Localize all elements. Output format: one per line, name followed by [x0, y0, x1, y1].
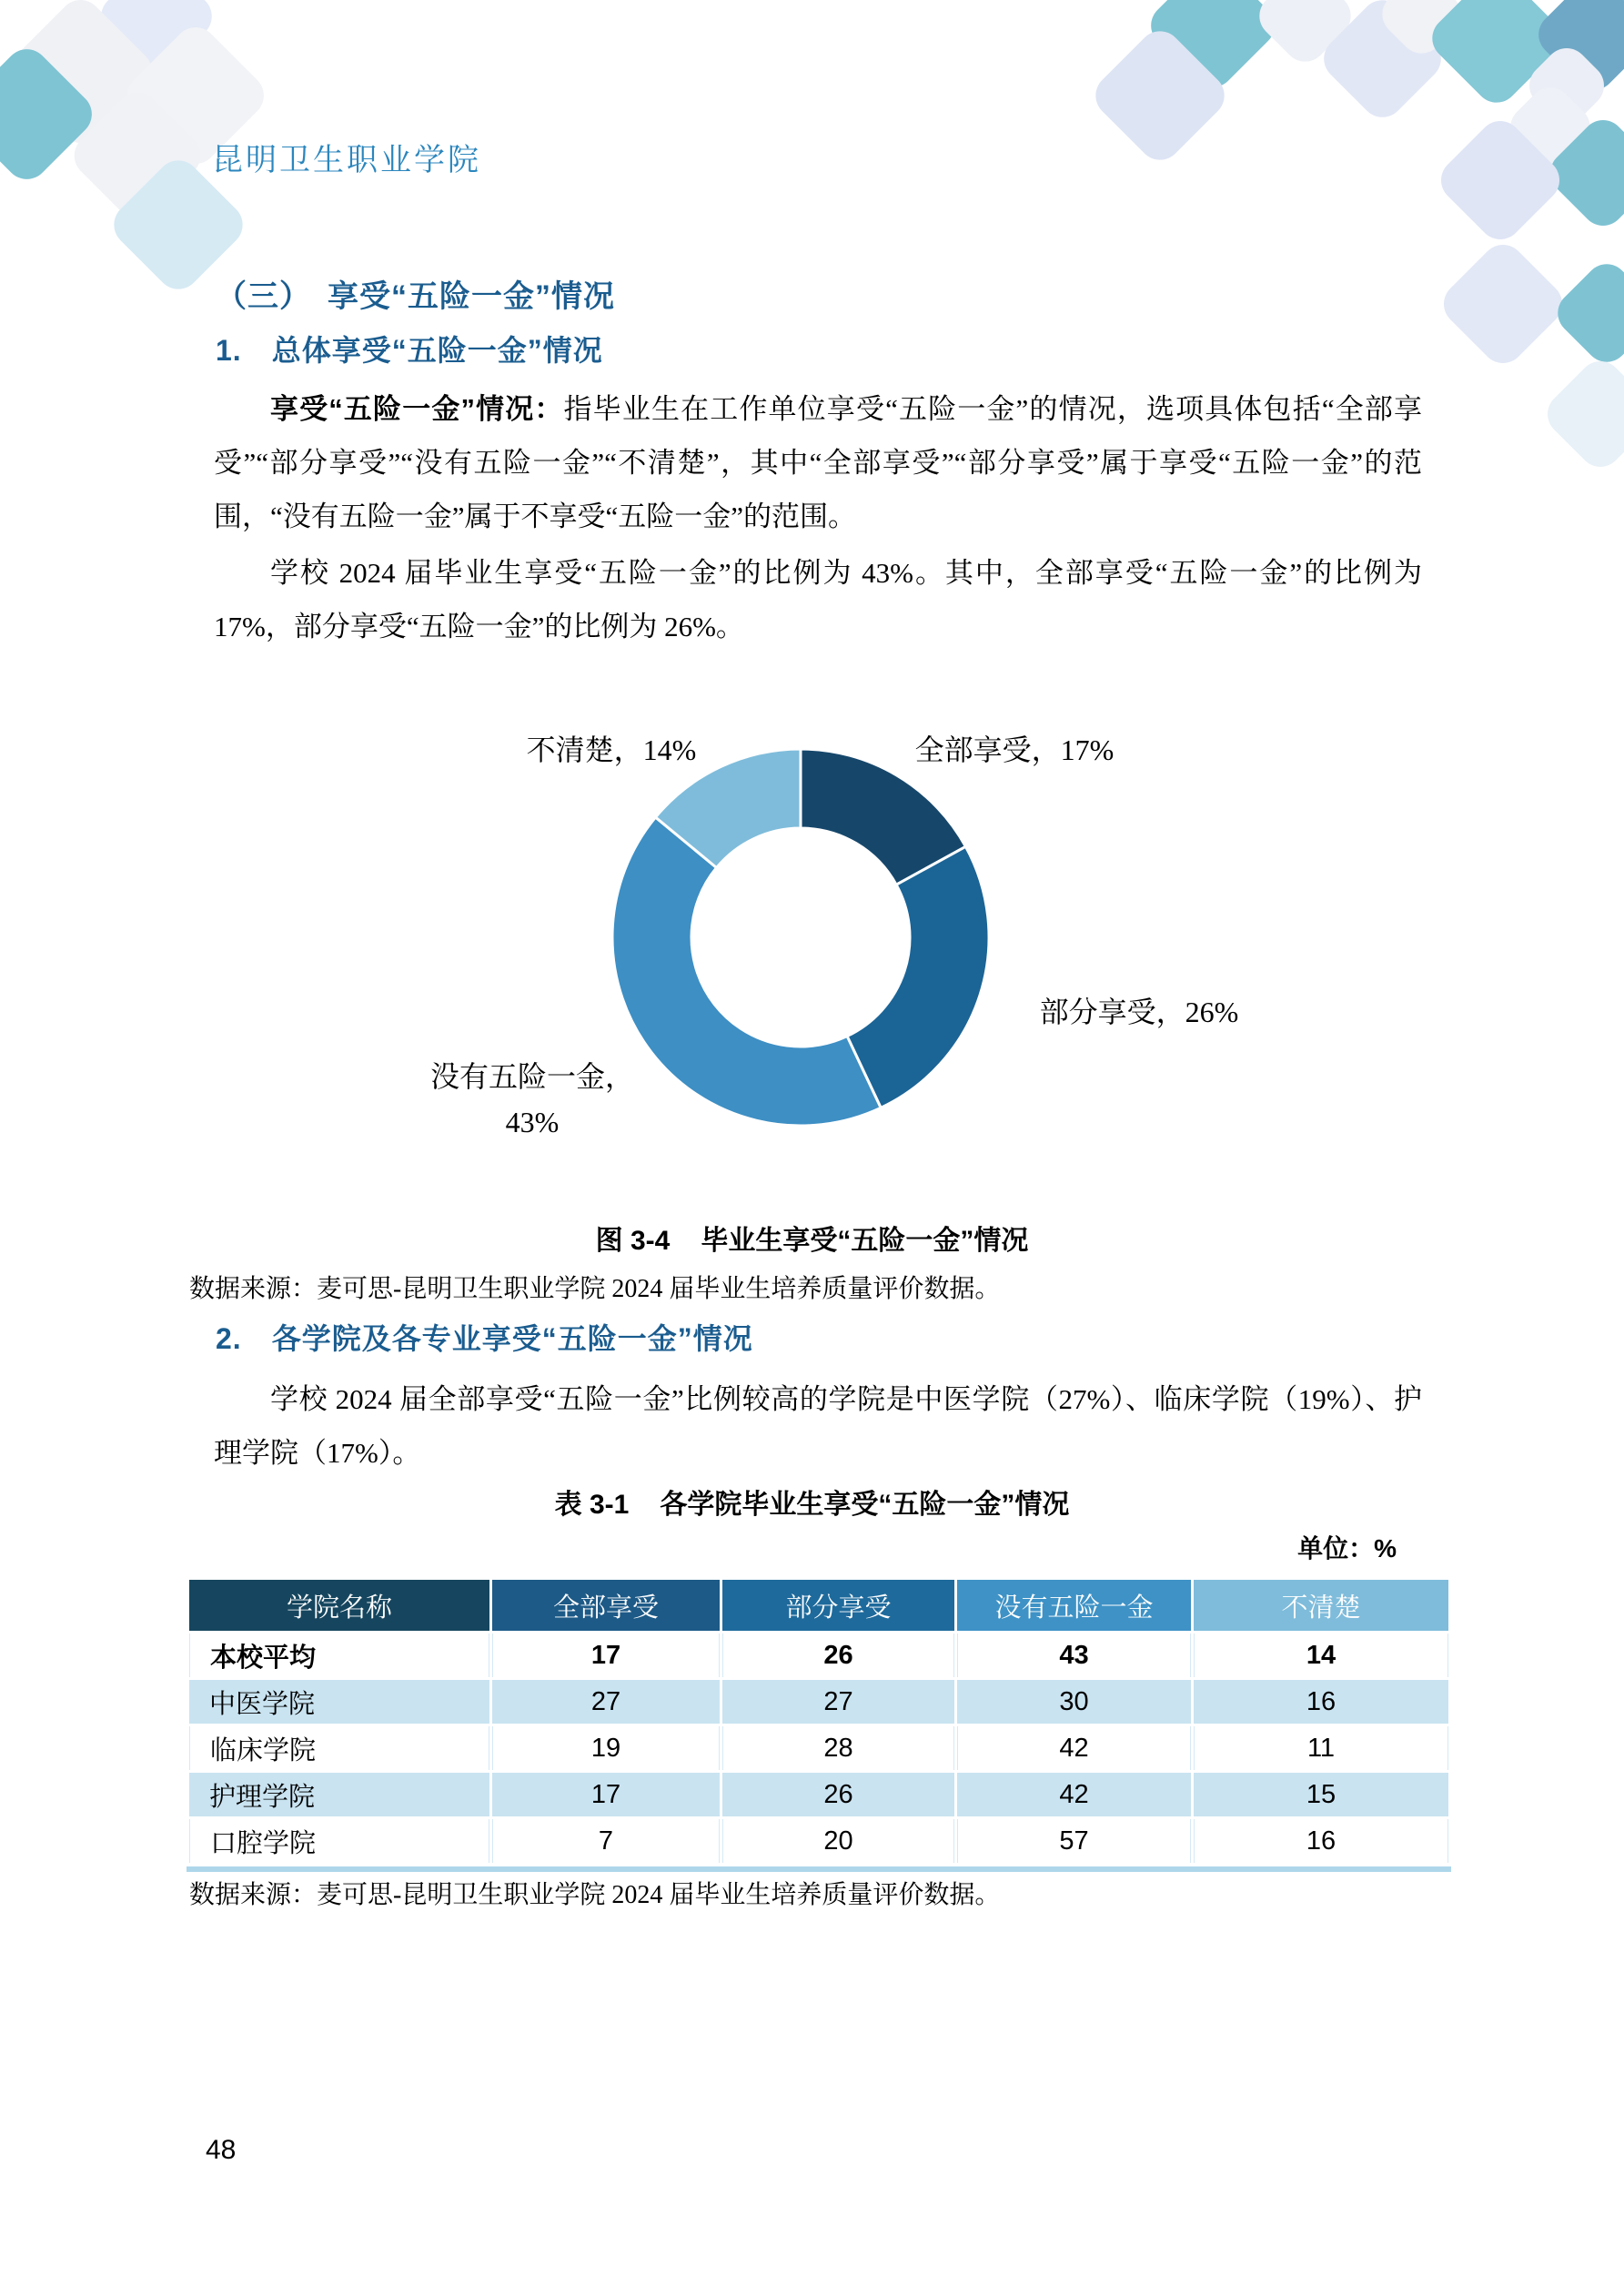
column-header-2: 部分享受 [722, 1580, 954, 1631]
value-cell: 42 [957, 1773, 1191, 1816]
value-cell: 16 [1194, 1680, 1448, 1724]
table-row-中医学院 [189, 1680, 1448, 1724]
value-cell: 7 [492, 1819, 720, 1863]
figure-data-source: 数据来源：麦可思-昆明卫生职业学院 2024 届毕业生培养质量评价数据。 [189, 1275, 1001, 1303]
subsection-1-heading: 1. 总体享受“五险一金”情况 [216, 334, 603, 367]
donut-chart [364, 701, 1319, 1192]
paragraph-lead-term: 享受“五险一金”情况： [270, 393, 564, 425]
value-cell: 14 [1194, 1633, 1448, 1677]
value-cell: 16 [1194, 1819, 1448, 1863]
paragraph-definition [214, 382, 1422, 543]
paragraph-college-rates: 学校 2024 届全部享受“五险一金”比例较高的学院是中医学院（27%）、临床学院（19%）、护理学院（17%）。 [214, 1383, 1422, 1469]
donut-slice-2 [612, 817, 881, 1126]
decor-tile [1548, 255, 1624, 370]
column-header-1: 全部享受 [492, 1580, 720, 1631]
table-row-临床学院 [189, 1726, 1448, 1770]
figure-caption-title: 毕业生享受“五险一金”情况 [701, 1226, 1029, 1256]
value-cell: 26 [722, 1773, 954, 1816]
value-cell: 15 [1194, 1773, 1448, 1816]
value-cell: 19 [492, 1726, 720, 1770]
chart-callout-none-line1: 没有五险一金， [429, 1060, 635, 1093]
value-cell: 17 [492, 1633, 720, 1677]
value-cell: 26 [722, 1633, 954, 1677]
page-number: 48 [206, 2135, 237, 2165]
column-header-3: 没有五险一金 [957, 1580, 1191, 1631]
paragraph-body-text: 指毕业生在工作单位享受“五险一金”的情况，选项具体包括“全部享受”“部分享受”“没有五险一金”“不清楚”，其中“全部享受”“部分享受”属于享受“五险一金”的范围，“没有五险一金”属于不享受“五险一金”的范围。 [214, 393, 1423, 532]
column-header-4: 不清楚 [1194, 1580, 1448, 1631]
college-name-cell: 口腔学院 [189, 1819, 489, 1863]
section-heading: （三） 享受“五险一金”情况 [216, 279, 615, 314]
college-name-cell: 护理学院 [189, 1773, 489, 1816]
decor-tile [1435, 236, 1571, 372]
value-cell: 42 [957, 1726, 1191, 1770]
chart-callout-partial: 部分享受，26% [1039, 996, 1239, 1028]
college-table [187, 1577, 1451, 1866]
value-cell: 43 [957, 1633, 1191, 1677]
table-data-source: 数据来源：麦可思-昆明卫生职业学院 2024 届毕业生培养质量评价数据。 [189, 1881, 1001, 1909]
value-cell: 30 [957, 1680, 1191, 1724]
table-caption-title: 各学院毕业生享受“五险一金”情况 [660, 1490, 1070, 1520]
table-row-本校平均 [189, 1633, 1448, 1677]
value-cell: 11 [1194, 1726, 1448, 1770]
value-cell: 20 [722, 1819, 954, 1863]
college-name-cell: 本校平均 [189, 1633, 489, 1677]
table-header-row [189, 1580, 1448, 1631]
college-name-cell: 中医学院 [189, 1680, 489, 1724]
chart-callout-none [430, 1054, 634, 1145]
decor-tile [1538, 352, 1624, 476]
value-cell: 27 [492, 1680, 720, 1724]
value-cell: 57 [957, 1819, 1191, 1863]
college-table-wrap [187, 1577, 1451, 1872]
chart-callout-unclear: 不清楚，14% [526, 733, 697, 766]
value-cell: 17 [492, 1773, 720, 1816]
figure-caption [0, 1218, 1624, 1258]
table-bottom-border [187, 1866, 1451, 1872]
figure-caption-label: 图 3-4 [595, 1226, 671, 1256]
column-header-0: 学院名称 [189, 1580, 489, 1631]
subsection-2-heading: 2. 各学院及各专业享受“五险一金”情况 [216, 1322, 753, 1355]
chart-callout-none-line2: 43% [505, 1106, 560, 1138]
page-header-school-name: 昆明卫生职业学院 [212, 144, 481, 177]
table-row-口腔学院 [189, 1819, 1448, 1863]
paragraph-overall-rates: 学校 2024 届毕业生享受“五险一金”的比例为 43%。其中，全部享受“五险一金”的比例为 17%，部分享受“五险一金”的比例为 26%。 [214, 557, 1422, 642]
college-name-cell: 临床学院 [189, 1726, 489, 1770]
value-cell: 27 [722, 1680, 954, 1724]
donut-slice-1 [847, 846, 989, 1108]
chart-callout-full: 全部享受，17% [914, 733, 1115, 766]
table-unit-label: 单位：% [1297, 1534, 1397, 1563]
value-cell: 28 [722, 1726, 954, 1770]
table-caption-label: 表 3-1 [554, 1490, 630, 1520]
table-caption [0, 1482, 1624, 1522]
table-row-护理学院 [189, 1773, 1448, 1816]
